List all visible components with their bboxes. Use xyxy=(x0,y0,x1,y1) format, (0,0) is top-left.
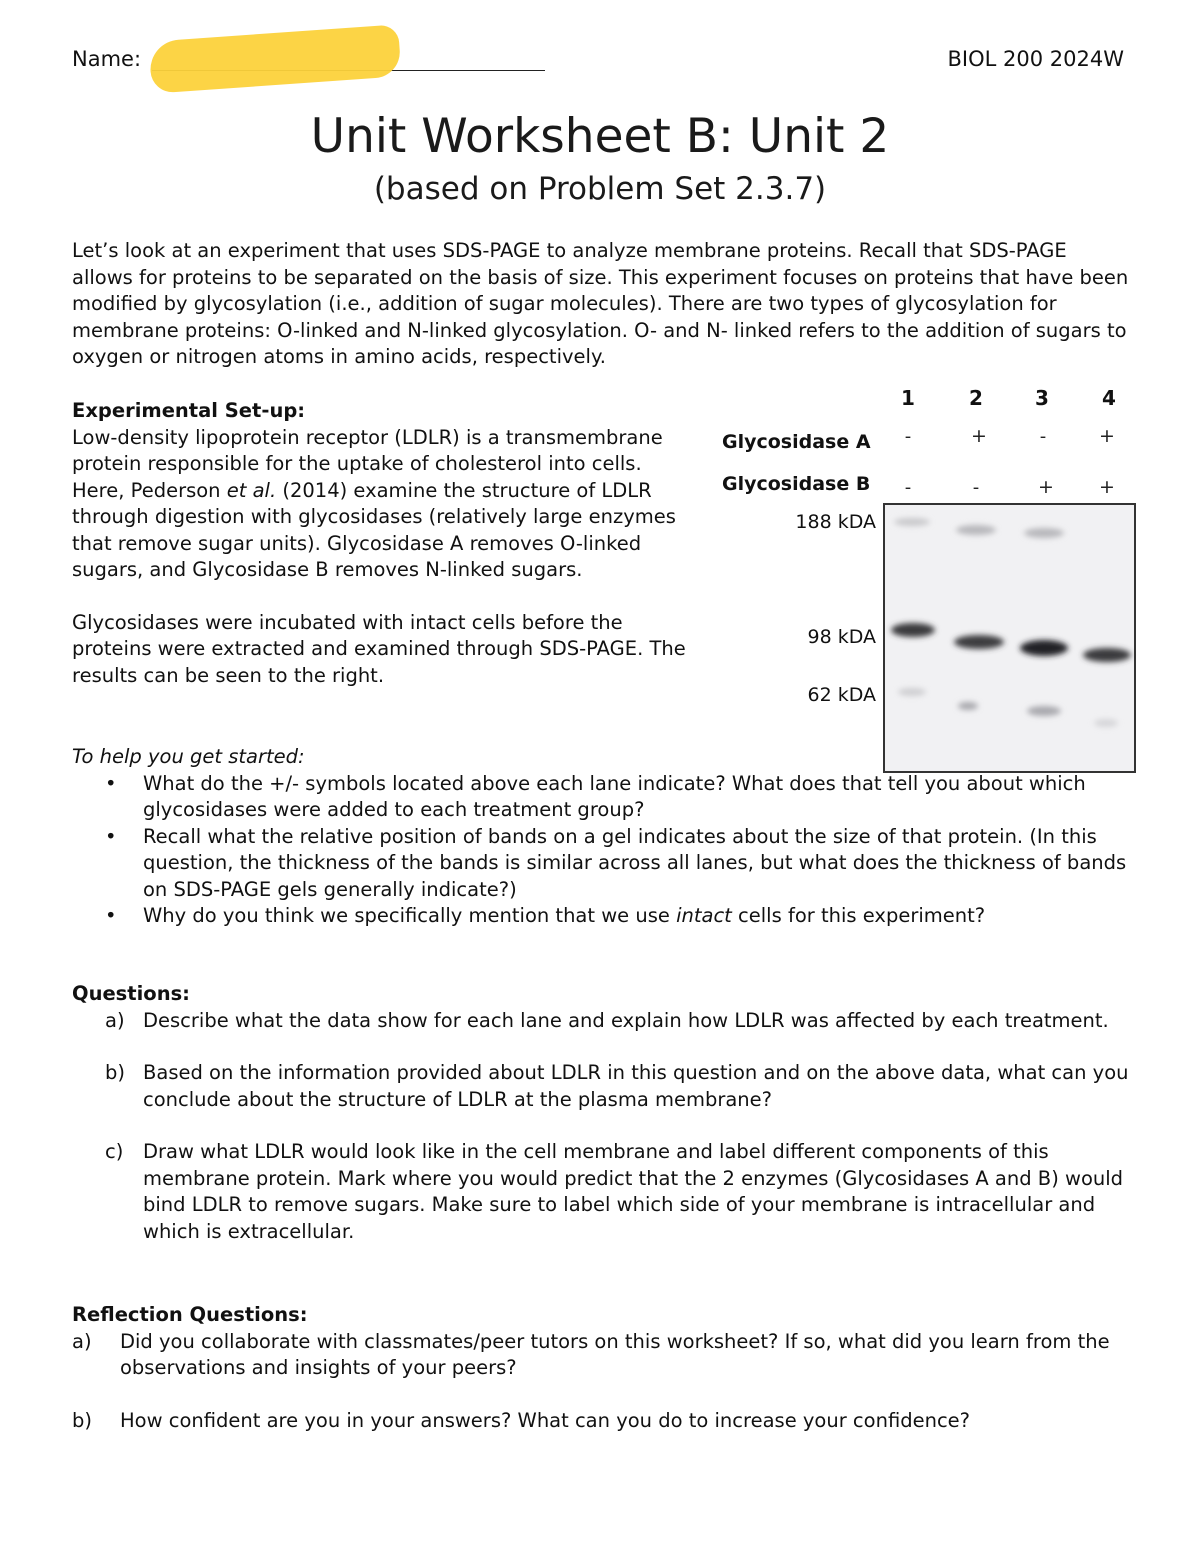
setup-text-b: (2014) examine the structure of LDLR through digestion with glycosidases (relatively large enzymes that remove sugar units). Glycosidase A removes O-linked sugars, and Glycosidase B removes N-linked sugars. xyxy=(72,478,676,581)
band-lane-4-low xyxy=(1094,719,1118,727)
reflection-a xyxy=(72,1329,1132,1382)
question-b xyxy=(72,1060,1132,1113)
band-lane-2-low xyxy=(958,702,978,710)
help-bullet-list xyxy=(72,771,1132,930)
questions-section xyxy=(72,981,1132,1245)
help-bullet-3-text-b: cells for this experiment? xyxy=(731,904,986,927)
band-lane-1-main xyxy=(891,623,935,637)
help-section xyxy=(72,744,1132,930)
question-b-marker: b) xyxy=(105,1061,125,1084)
reflection-b-marker: b) xyxy=(72,1408,92,1432)
sign-b-lane-1: - xyxy=(904,477,912,498)
help-bullet-2-text: Recall what the relative position of bands on a gel indicates about the size of that protein. (In this question, the thickness of the bands is similar across all lanes, but what does the thickness of bands on SDS-PAGE gels generally indicate?) xyxy=(143,824,1127,901)
setup-paragraph-1 xyxy=(72,425,692,584)
glycosidase-b-label: Glycosidase B xyxy=(722,473,871,495)
reflection-a-text: Did you collaborate with classmates/peer tutors on this worksheet? If so, what did you learn from the observations and insights of your peers? xyxy=(120,1329,1110,1379)
band-lane-4-main xyxy=(1083,648,1131,662)
intro-paragraph: Let’s look at an experiment that uses SDS-PAGE to analyze membrane proteins. Recall that SDS-PAGE allows for proteins to be separated on the basis of size. This experiment focuses on proteins that have been modified by glycosylation (i.e., addition of sugar molecules). There are two types of glycosylation for membrane proteins: O-linked and N-linked glycosylation. O- and N- linked refers to the addition of sugars to oxygen or nitrogen atoms in amino acids, respectively. xyxy=(72,239,1129,368)
questions-heading: Questions: xyxy=(72,982,190,1005)
sign-a-lane-2: + xyxy=(971,425,987,447)
setup-paragraph-2: Glycosidases were incubated with intact cells before the proteins were extracted and examined through SDS-PAGE. The results can be seen to the right. xyxy=(72,610,686,687)
lane-number-3: 3 xyxy=(1035,386,1049,410)
reflection-b-text: How confident are you in your answers? What can you do to increase your confidence? xyxy=(120,1408,971,1432)
sign-a-lane-3: - xyxy=(1039,426,1047,447)
marker-98: 98 kDA xyxy=(807,626,876,648)
page-title: Unit Worksheet B: Unit 2 xyxy=(310,109,890,164)
question-a xyxy=(72,1008,1132,1035)
name-label: Name: xyxy=(72,47,142,71)
help-bullet-3-italic: intact xyxy=(676,904,732,927)
question-a-marker: a) xyxy=(105,1008,125,1032)
reflection-b xyxy=(72,1408,1132,1435)
setup-text-a: Low-density lipoprotein receptor (LDLR) is a transmembrane protein responsible for the uptake of cholesterol into cells. Here, Pederson xyxy=(72,425,663,502)
setup-heading: Experimental Set-up: xyxy=(72,399,306,422)
marker-188: 188 kDA xyxy=(795,511,876,533)
reflection-section xyxy=(72,1302,1132,1434)
setup-text-italic: et al. xyxy=(226,478,277,502)
lane-number-2: 2 xyxy=(969,386,983,410)
band-lane-3-low xyxy=(1027,706,1061,716)
help-bullet-3-text-a: Why do you think we specifically mention that we use xyxy=(143,904,677,927)
glycosidase-a-label: Glycosidase A xyxy=(722,431,871,453)
band-lane-1-low xyxy=(898,688,926,696)
help-bullet-2 xyxy=(72,824,1132,904)
help-bullet-3 xyxy=(72,903,1132,930)
sign-b-lane-2: - xyxy=(972,477,980,498)
gel-figure xyxy=(700,378,1160,783)
help-bullet-1 xyxy=(72,771,1132,824)
band-lane-3-main xyxy=(1020,640,1068,656)
sign-a-lane-1: - xyxy=(904,426,912,447)
help-bullet-1-text: What do the +/- symbols located above each lane indicate? What does that tell you about which glycosidases were added to each treatment group? xyxy=(143,771,1086,821)
gel-image xyxy=(884,504,1135,772)
band-lane-2-main xyxy=(954,635,1004,649)
sign-b-lane-4: + xyxy=(1099,476,1115,498)
reflection-heading: Reflection Questions: xyxy=(72,1303,308,1326)
marker-62: 62 kDA xyxy=(807,684,876,706)
question-c-marker: c) xyxy=(105,1140,124,1163)
band-lane-2-188 xyxy=(956,525,996,535)
name-redaction-highlight xyxy=(148,24,401,93)
band-lane-1-188 xyxy=(894,518,930,526)
course-code: BIOL 200 2024W xyxy=(947,47,1124,71)
band-lane-3-188 xyxy=(1024,528,1064,538)
question-a-text: Describe what the data show for each lane and explain how LDLR was affected by each treatment. xyxy=(143,1008,1109,1032)
question-c-text: Draw what LDLR would look like in the cell membrane and label different components of this membrane protein. Mark where you would predict that the 2 enzymes (Glycosidases A and B) would bind LDLR to remove sugars. Make sure to label which side of your membrane is intracellular and which is extracellular. xyxy=(143,1140,1124,1243)
setup-section xyxy=(72,398,692,689)
lane-number-4: 4 xyxy=(1102,386,1116,410)
page-subtitle: (based on Problem Set 2.3.7) xyxy=(373,171,827,207)
question-c xyxy=(72,1139,1132,1245)
question-b-text: Based on the information provided about LDLR in this question and on the above data, what can you conclude about the structure of LDLR at the plasma membrane? xyxy=(143,1061,1129,1111)
help-heading: To help you get started: xyxy=(72,745,305,768)
reflection-a-marker: a) xyxy=(72,1329,92,1353)
sign-b-lane-3: + xyxy=(1038,476,1054,498)
sign-a-lane-4: + xyxy=(1099,425,1115,447)
lane-number-1: 1 xyxy=(901,386,915,410)
